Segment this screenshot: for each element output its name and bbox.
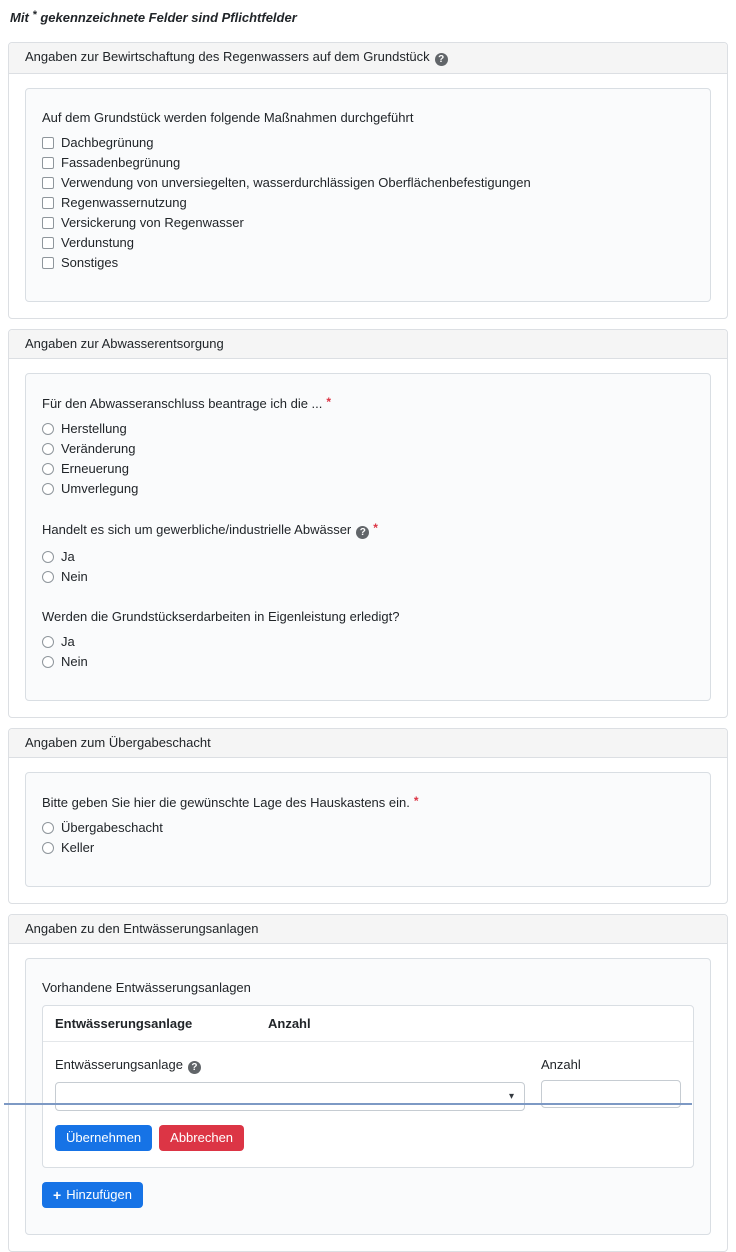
question-label <box>42 521 694 539</box>
column-header-entwaesserungsanlage: Entwässerungsanlage <box>55 1016 193 1031</box>
required-fields-note <box>10 9 726 25</box>
radio-label: Herstellung <box>61 421 127 436</box>
radio-row <box>42 549 694 564</box>
radio-eigenleistung-nein[interactable] <box>42 656 54 668</box>
checkbox-label: Fassadenbegrünung <box>61 155 181 170</box>
entwaesserung-panel <box>25 958 711 1235</box>
checkbox-sonstiges[interactable] <box>42 257 54 269</box>
question-text: Bitte geben Sie hier die gewünschte Lage des Hauskastens ein. <box>42 795 410 810</box>
section-title: Angaben zur Bewirtschaftung des Regenwassers auf dem Grundstück <box>25 49 430 64</box>
question-hauskasten-lage <box>42 794 694 855</box>
radio-label: Umverlegung <box>61 481 139 496</box>
radio-row <box>42 634 694 649</box>
checkbox-group-panel <box>25 88 711 302</box>
radio-row <box>42 421 694 436</box>
checkbox-row <box>42 175 694 190</box>
radio-label: Ja <box>61 634 75 649</box>
checkbox-group-label: Auf dem Grundstück werden folgende Maßnahmen durchgeführt <box>42 110 414 125</box>
section-card-regenwasser <box>8 42 728 319</box>
checkbox-dachbegruenung[interactable] <box>42 137 54 149</box>
radio-row <box>42 481 694 496</box>
required-asterisk: * <box>326 395 332 409</box>
checkbox-label: Dachbegrünung <box>61 135 154 150</box>
radio-umverlegung[interactable] <box>42 483 54 495</box>
radio-label: Veränderung <box>61 441 136 456</box>
section-header-regenwasser <box>9 43 727 74</box>
question-label <box>42 609 694 624</box>
radio-row <box>42 654 694 669</box>
checkbox-row <box>42 215 694 230</box>
radio-keller[interactable] <box>42 842 54 854</box>
radio-label: Nein <box>61 654 88 669</box>
section-header-uebergabeschacht <box>9 729 727 758</box>
question-gewerbliche-abwaesser <box>42 521 694 584</box>
hinzufuegen-label: Hinzufügen <box>66 1187 132 1202</box>
section-body <box>9 758 727 903</box>
question-label <box>42 794 694 810</box>
radio-label: Nein <box>61 569 88 584</box>
table-caption: Vorhandene Entwässerungsanlagen <box>42 980 251 995</box>
section-title: Angaben zur Abwasserentsorgung <box>25 336 224 351</box>
radio-group-panel <box>25 772 711 887</box>
field-label-text: Entwässerungsanlage <box>55 1057 183 1072</box>
entry-form-buttons <box>43 1111 693 1167</box>
radio-row <box>42 441 694 456</box>
checkbox-label: Sonstiges <box>61 255 119 270</box>
entwaesserungsanlage-select[interactable] <box>55 1082 525 1111</box>
checkbox-label: Versickerung von Regenwasser <box>61 215 244 230</box>
checkbox-row <box>42 195 694 210</box>
question-circle-icon[interactable]: ? <box>435 53 448 66</box>
hinzufuegen-button[interactable] <box>42 1182 143 1208</box>
radio-label: Erneuerung <box>61 461 129 476</box>
checkbox-label: Verwendung von unversiegelten, wasserdurchlässigen Oberflächenbefestigungen <box>61 175 531 190</box>
section-card-uebergabeschacht <box>8 728 728 904</box>
radio-uebergabeschacht[interactable] <box>42 822 54 834</box>
question-text: Handelt es sich um gewerbliche/industrielle Abwässer <box>42 522 352 537</box>
radio-row <box>42 461 694 476</box>
qty-field-label: Anzahl <box>541 1057 581 1072</box>
note-prefix: Mit <box>10 10 29 25</box>
checkbox-row <box>42 255 694 270</box>
checkbox-unversiegelte-oberflaechen[interactable] <box>42 177 54 189</box>
table-entry-form <box>43 1042 693 1111</box>
abbrechen-button[interactable]: Abbrechen <box>159 1125 244 1151</box>
checkbox-regenwassernutzung[interactable] <box>42 197 54 209</box>
checkbox-fassadenbegruenung[interactable] <box>42 157 54 169</box>
radio-gewerblich-nein[interactable] <box>42 571 54 583</box>
caret-down-icon: ▾ <box>508 1091 514 1102</box>
radio-group-panel <box>25 373 711 701</box>
checkbox-row <box>42 235 694 250</box>
radio-row <box>42 569 694 584</box>
radio-label: Keller <box>61 840 95 855</box>
section-header-abwasserentsorgung <box>9 330 727 359</box>
radio-gewerblich-ja[interactable] <box>42 551 54 563</box>
section-body <box>9 944 727 1251</box>
question-eigenleistung <box>42 609 694 669</box>
section-body <box>9 74 727 318</box>
plus-icon: + <box>53 1187 62 1203</box>
section-body <box>9 359 727 717</box>
checkbox-label: Verdunstung <box>61 235 135 250</box>
table-header-row <box>43 1006 693 1042</box>
checkbox-versickerung[interactable] <box>42 217 54 229</box>
radio-herstellung[interactable] <box>42 423 54 435</box>
section-card-abwasserentsorgung <box>8 329 728 718</box>
radio-label: Ja <box>61 549 75 564</box>
uebernehmen-button[interactable]: Übernehmen <box>55 1125 152 1151</box>
question-text: Werden die Grundstückserdarbeiten in Eigenleistung erledigt? <box>42 609 400 624</box>
checkbox-row <box>42 155 694 170</box>
radio-veraenderung[interactable] <box>42 443 54 455</box>
section-title: Angaben zu den Entwässerungsanlagen <box>25 921 259 936</box>
note-suffix: gekennzeichnete Felder sind Pflichtfelder <box>40 10 297 25</box>
section-title: Angaben zum Übergabeschacht <box>25 735 211 750</box>
question-abwasseranschluss <box>42 395 694 496</box>
column-header-anzahl: Anzahl <box>268 1016 311 1031</box>
question-circle-icon[interactable]: ? <box>188 1061 201 1074</box>
bottom-divider <box>4 1103 692 1105</box>
section-card-entwaesserungsanlagen <box>8 914 728 1252</box>
entwaesserung-table <box>42 1005 694 1168</box>
checkbox-label: Regenwassernutzung <box>61 195 187 210</box>
section-header-entwaesserungsanlagen <box>9 915 727 944</box>
radio-row <box>42 820 694 835</box>
checkbox-verdunstung[interactable] <box>42 237 54 249</box>
required-asterisk: * <box>373 521 378 535</box>
question-text: Für den Abwasseranschluss beantrage ich die ... <box>42 396 323 411</box>
select-field-label <box>55 1057 525 1074</box>
question-circle-icon[interactable]: ? <box>356 526 369 539</box>
required-asterisk: * <box>32 9 37 21</box>
radio-erneuerung[interactable] <box>42 463 54 475</box>
required-asterisk: * <box>413 794 419 808</box>
radio-label: Übergabeschacht <box>61 820 163 835</box>
question-label <box>42 395 694 411</box>
checkbox-row <box>42 135 694 150</box>
radio-row <box>42 840 694 855</box>
radio-eigenleistung-ja[interactable] <box>42 636 54 648</box>
